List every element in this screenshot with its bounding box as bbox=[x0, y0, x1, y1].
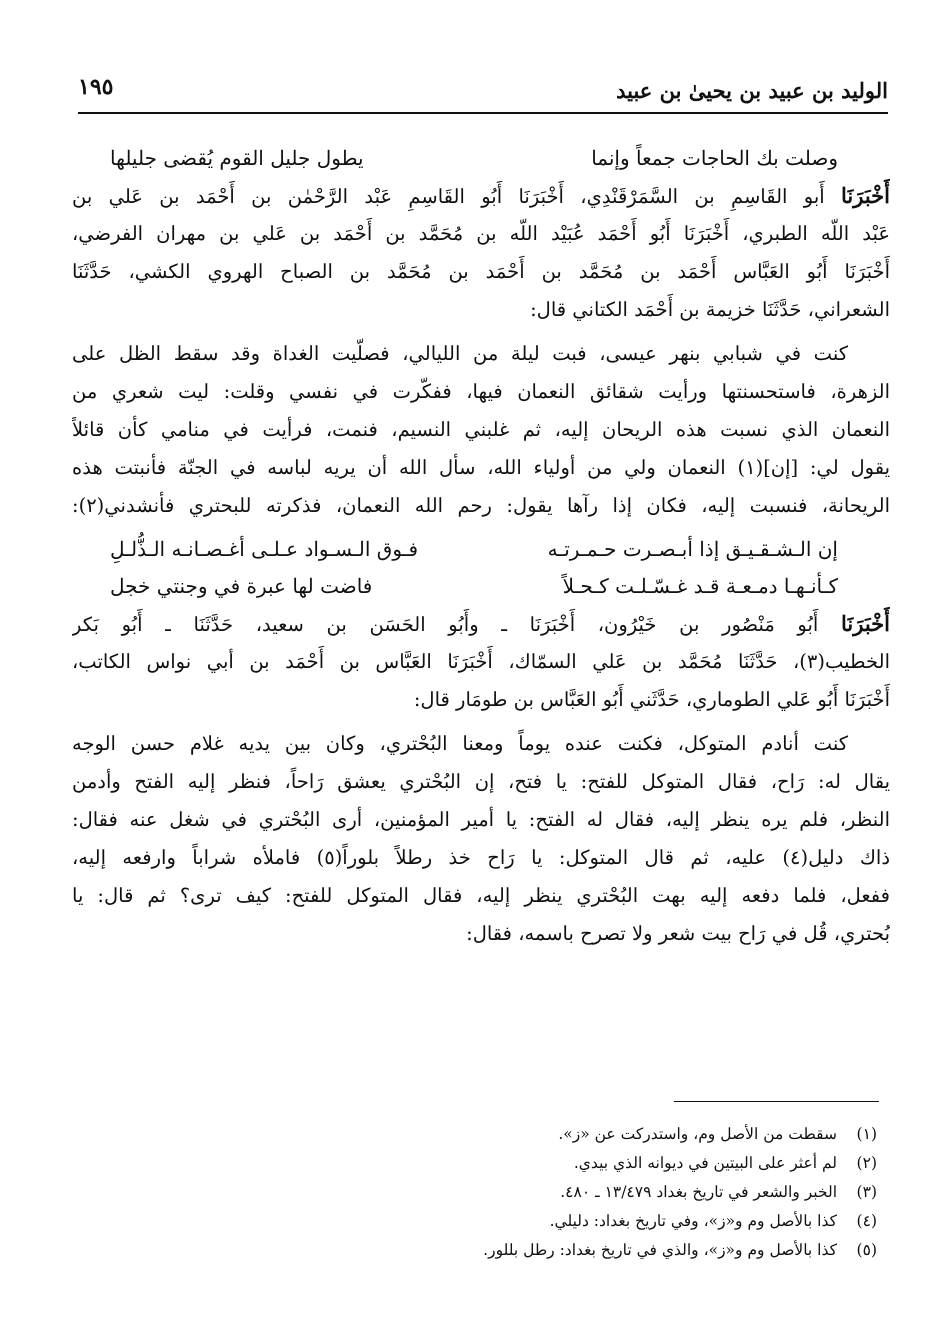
text-line: كنت أنادم المتوكل، فكنت عنده يوماً ومعنا البُحْتري، وكان بين يديه غلام حسن الوجه bbox=[72, 732, 848, 755]
verse-1 bbox=[72, 140, 890, 177]
footnote-text: لم أعثر على البيتين في ديوانه الذي بيدي. bbox=[573, 1154, 837, 1172]
text-line: الريحانة، فنسبت إليه، فكان إذا رآها يقول: رحم الله النعمان، فذكرته للبحتري فأنشدني(٢): bbox=[72, 494, 890, 517]
text-line: النعمان الذي نسبت هذه الريحان إليه، ثم غلبني النسيم، فنمت، فرأيت في منامي كأن قائلاً bbox=[72, 418, 890, 441]
footnote bbox=[377, 1149, 877, 1178]
paragraph-narration-1 bbox=[72, 335, 890, 525]
paragraph-isnad-1 bbox=[72, 177, 890, 329]
footnote-number: (٢) bbox=[856, 1154, 877, 1172]
footnote-text: كذا بالأصل وم و«ز»، وفي تاريخ بغداد: دليلي. bbox=[549, 1212, 837, 1230]
keyword-akhbarana: أَخْبَرَنَا bbox=[841, 611, 890, 636]
footnotes bbox=[377, 1120, 877, 1265]
footnote-text: كذا بالأصل وم و«ز»، والذي في تاريخ بغداد: رطل بللور. bbox=[483, 1241, 837, 1259]
verse-2-first-hemistich: إن الـشـقـيـق إذا أبـصـرت حـمـرتـه bbox=[547, 537, 838, 561]
footnote bbox=[377, 1236, 877, 1265]
paragraph-narration-2 bbox=[72, 725, 890, 953]
text-line bbox=[72, 605, 890, 643]
text-line: ففعل، فلما دفعه إليه بهت البُحْتري ينظر إليه، فقال المتوكل للفتح: كيف ترى؟ ثم قال: يا bbox=[72, 884, 890, 907]
text-line: الخطيب(٣)، حَدَّثَنَا مُحَمَّد بن عَلي السمّاك، أَخْبَرَنَا العَبَّاس بن أَحْمَد بن أبي نواس الكاتب، bbox=[72, 650, 890, 673]
verse-2-second-hemistich: فـوق الـسـواد عـلـى أغـصـانـه الـذُّلـلِ bbox=[110, 537, 419, 561]
text-line: يقول لي: [إن](١) النعمان ولي من أولياء الله، سأل الله أن يريه لباسه في الجنّة فأنبتت هذه bbox=[72, 456, 890, 479]
text-line: أَخْبَرَنَا أَبُو العَبَّاس أَحْمَد بن مُحَمَّد بن أَحْمَد بن مُحَمَّد بن الصباح الهروي الكشي، حَدَّثَنَا bbox=[72, 260, 890, 283]
text-line: النظر، فلم يره ينظر إليه، فقال له الفتح: يا أمير المؤمنين، أرى البُحْتري في شغل عنه فقال: bbox=[72, 808, 890, 831]
text-line: أَخْبَرَنَا أَبُو عَلي الطوماري، حَدَّثَني أَبُو العَبَّاس بن طومَار قال: bbox=[413, 688, 890, 711]
verse-1-second-hemistich: يطول جليل القوم يُقضى جليلها bbox=[110, 146, 364, 170]
footnote bbox=[377, 1207, 877, 1236]
text-line: ذاك دليل(٤) عليه، ثم قال المتوكل: يا رَاح خذ رطلاً بلوراً(٥) فاملأه شراباً وارفعه إليه، bbox=[72, 846, 890, 869]
footnote bbox=[377, 1178, 877, 1207]
text-line: بُحتري، قُل في رَاح بيت شعر ولا تصرح باسمه، فقال: bbox=[466, 922, 890, 945]
text-line: عَبْد اللّه الطبري، أَخْبَرَنَا أَبُو أَحْمَد عُبَيْد اللّه بن مُحَمَّد بن أَحْمَد بن عَلي بن مهران الفرضي، bbox=[72, 222, 890, 245]
keyword-akhbarana: أَخْبَرَنَا bbox=[841, 183, 890, 208]
verse-3-first-hemistich: كـأنـهـا دمـعـة قـد غـسّـلـت كـحـلاً bbox=[562, 574, 838, 598]
paragraph-isnad-2 bbox=[72, 605, 890, 719]
text-span: أَبو القَاسِمِ بن السَّمَرْقَنْدِي، أَخْبَرَنَا أَبُو القَاسِمِ عَبْد الرَّحْمٰن بن أَحْمَد بن عَلي بن bbox=[72, 185, 842, 208]
page-header bbox=[78, 72, 888, 104]
footnote-number: (١) bbox=[856, 1125, 877, 1143]
footnote-number: (٥) bbox=[856, 1241, 877, 1259]
footnote-rule bbox=[674, 1101, 879, 1102]
main-text bbox=[72, 140, 890, 953]
footnote-number: (٣) bbox=[856, 1183, 877, 1201]
text-line bbox=[72, 177, 890, 215]
verse-1-first-hemistich: وصلت بك الحاجات جمعاً وإنما bbox=[591, 146, 838, 170]
running-title: الوليد بن عبيد بن يحيىٰ بن عبيد bbox=[616, 78, 888, 103]
text-line: كنت في شبابي بنهر عيسى، فبت ليلة من الليالي، فصلّيت الغداة وقد سقط الظل على bbox=[72, 342, 848, 365]
footnote-number: (٤) bbox=[856, 1212, 877, 1230]
verse-3 bbox=[72, 568, 890, 605]
header-rule bbox=[78, 112, 888, 114]
text-line: يقال له: رَاح، فقال المتوكل للفتح: يا فتح، إن البُحْتري يعشق رَاحاً، فنظر إليه الفتح وأدمن bbox=[72, 770, 890, 793]
text-line: الشعراني، حَدَّثَنَا خزيمة بن أَحْمَد الكتاني قال: bbox=[530, 298, 890, 321]
page-number: ١٩٥ bbox=[78, 74, 114, 100]
text-span: أَبُو مَنْصُور بن خَيْرُون، أَخْبَرَنَا ـ وأَبُو الحَسَن بن سعيد، حَدَّثَنَا ـ أَبُو بَكر bbox=[72, 613, 842, 636]
footnote bbox=[377, 1120, 877, 1149]
text-line: الزهرة، فاستحسنتها ورأيت شقائق النعمان فيها، ففكّرت في نفسي وقلت: ليت شعري من bbox=[72, 380, 890, 403]
verse-2 bbox=[72, 531, 890, 568]
verse-3-second-hemistich: فاضت لها عبرة في وجنتي خجل bbox=[110, 574, 373, 598]
footnote-text: الخبر والشعر في تاريخ بغداد ١٣/٤٧٩ ـ ٤٨٠. bbox=[560, 1183, 837, 1201]
footnote-text: سقطت من الأصل وم، واستدركت عن «ز». bbox=[558, 1125, 837, 1143]
